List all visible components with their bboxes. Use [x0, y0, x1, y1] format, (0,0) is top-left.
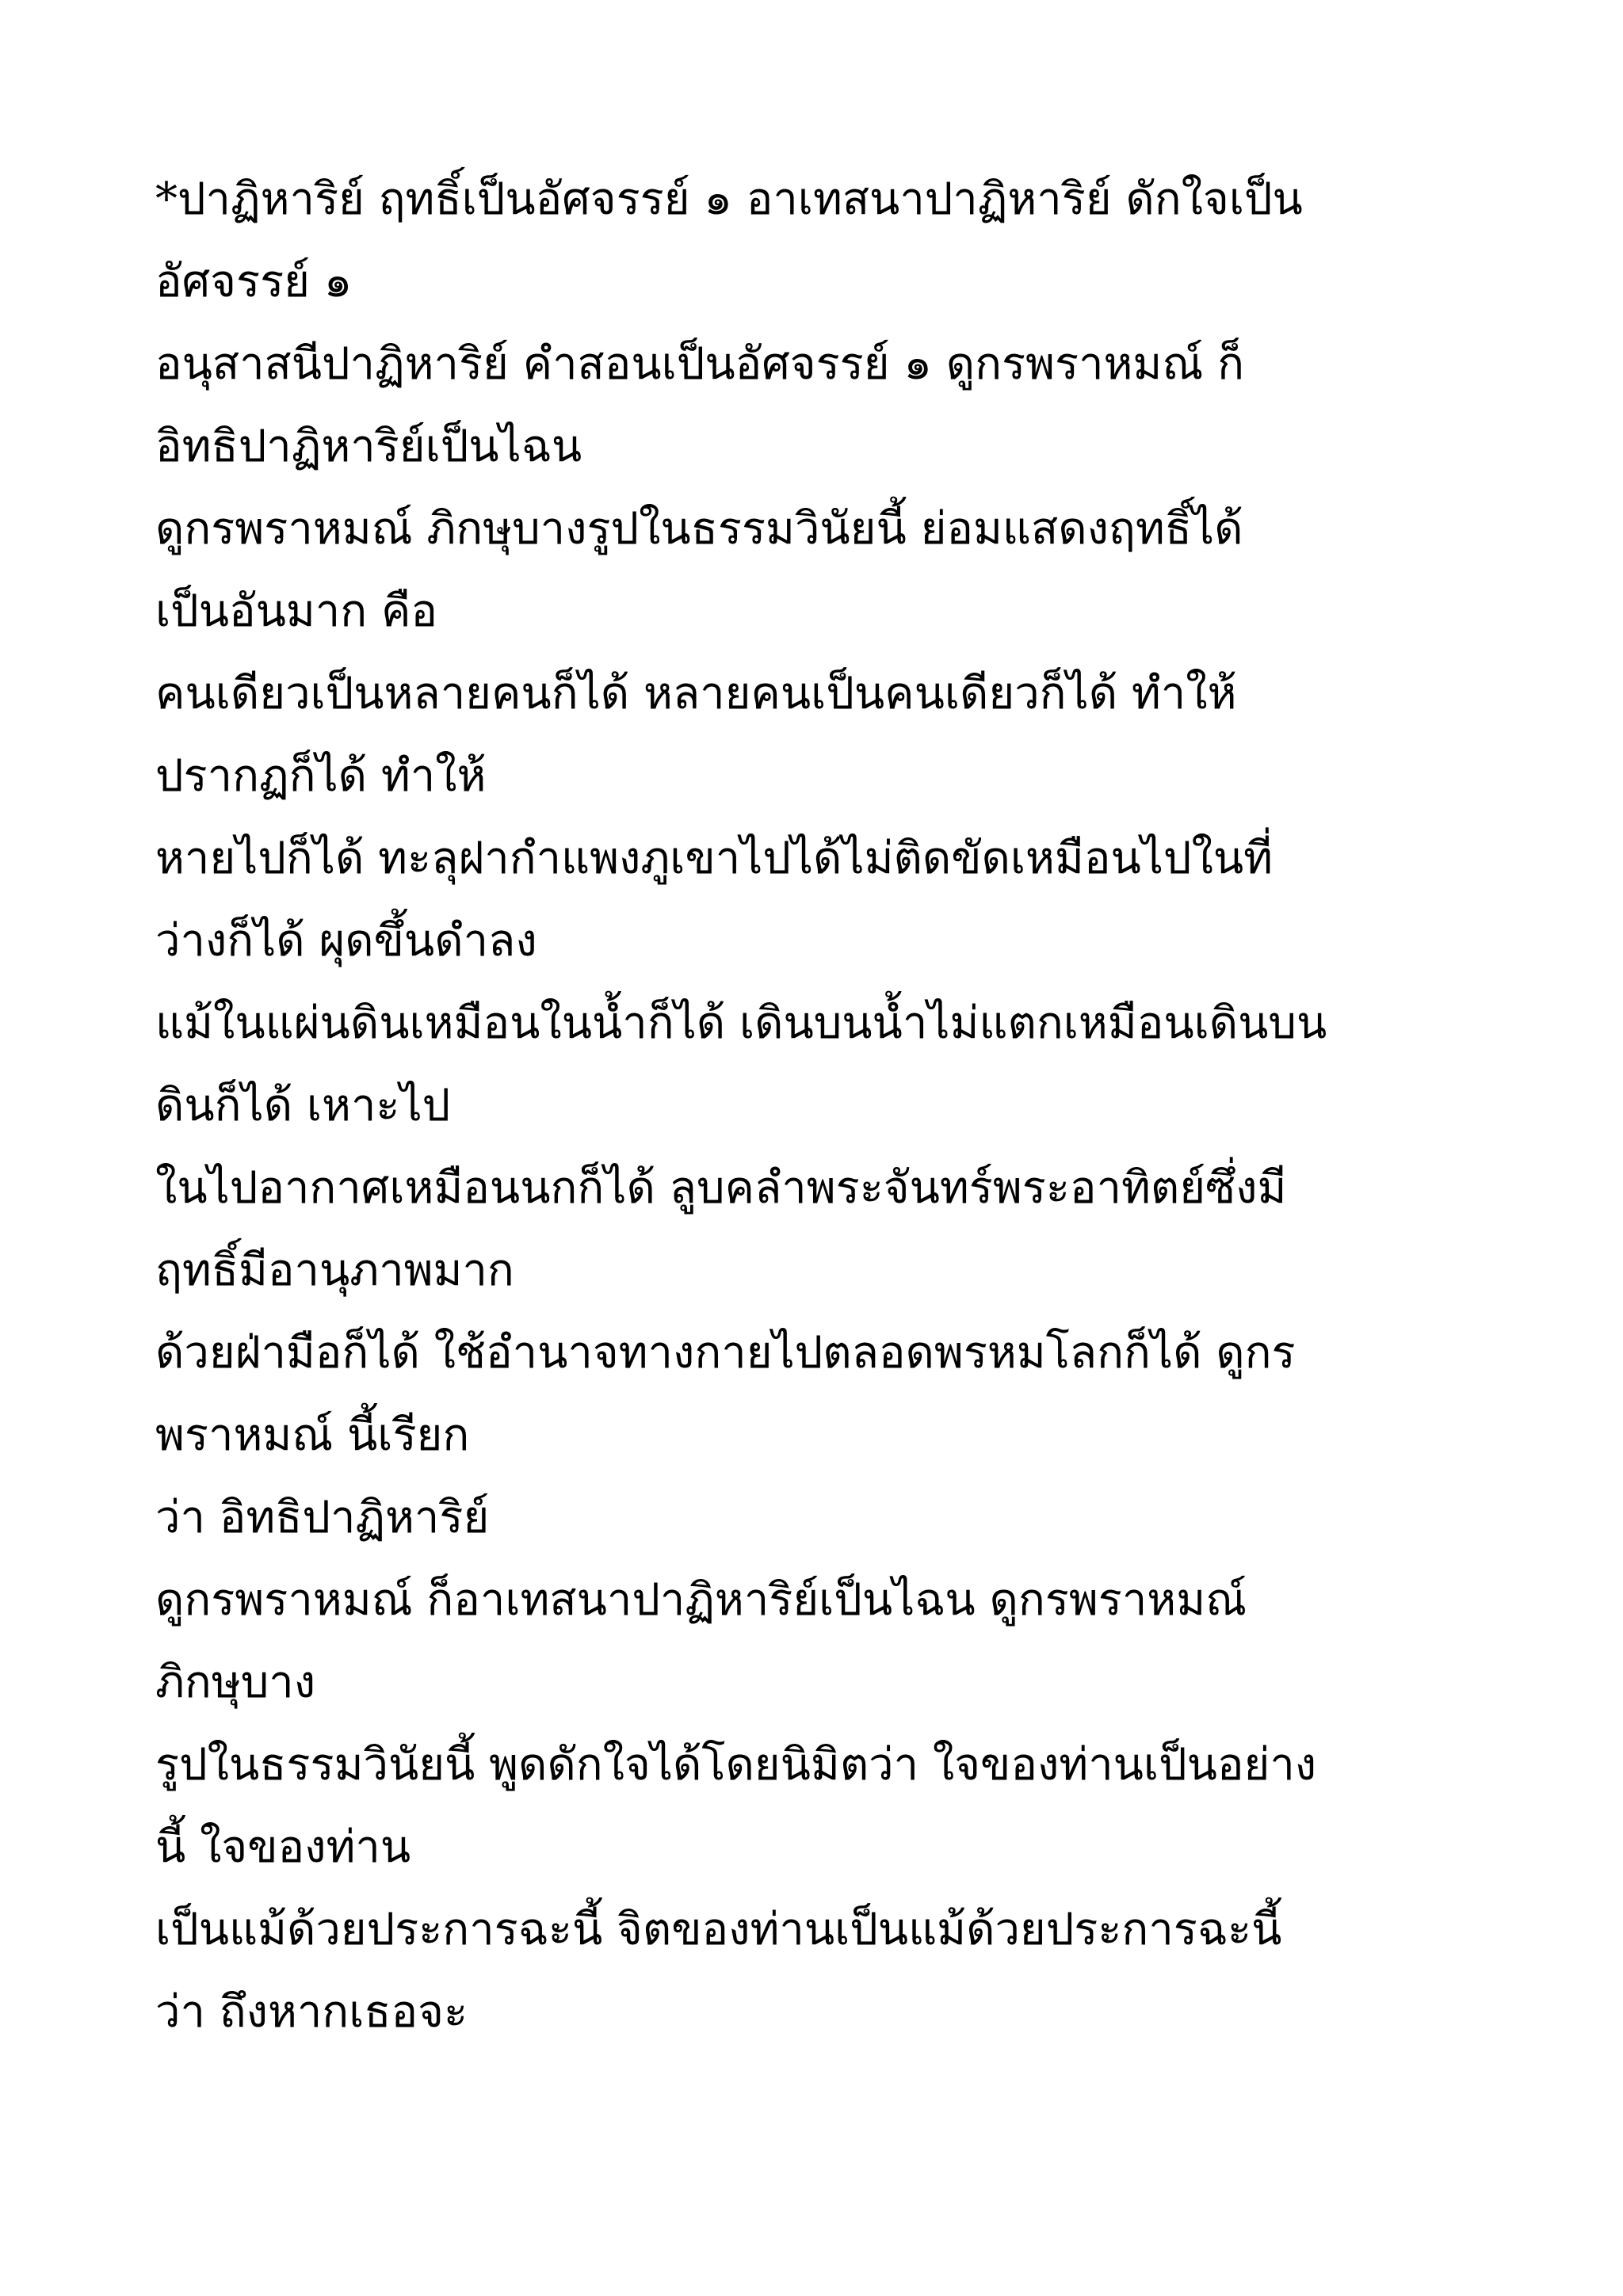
text-line: ปรากฏก็ได้ ทำให้ [155, 750, 487, 802]
text-line: อนุสาสนีปาฏิหาริย์ คำสอนเป็นอัศจรรย์ ๑ ดูกรพราหมณ์ ก็ [155, 338, 1244, 390]
text-line: อิทธิปาฏิหาริย์เป็นไฉน [155, 421, 582, 472]
text-line: แม้ในแผ่นดินเหมือนในน้ำก็ได้ เดินบนน้ำไม่แตกเหมือนเดินบน [155, 997, 1327, 1049]
text-line: เป็นแม้ด้วยประการฉะนี้ จิตของท่านเป็นแม้ด้วยประการฉะนี้ [155, 1904, 1282, 1955]
text-line: ฤทธิ์มีอานุภาพมาก [155, 1245, 514, 1296]
text-line: พราหมณ์ นี้เรียก [155, 1409, 470, 1461]
text-line: ในไปอากาศเหมือนนกก็ได้ ลูบคลำพระจันทร์พระอาทิตย์ซึ่งมี [155, 1162, 1287, 1214]
body-text [155, 158, 1487, 2054]
text-line: ว่า อิทธิปาฏิหาริย์ [155, 1492, 490, 1543]
text-line: ดูกรพราหมณ์ ก็อาเทสนาปาฏิหาริย์เป็นไฉน ดูกรพราหมณ์ [155, 1574, 1247, 1626]
text-line: ว่างก็ได้ ผุดขึ้นดำลง [155, 915, 537, 967]
text-line: นี้ ใจของท่าน [155, 1821, 411, 1873]
text-line: ดูกรพราหมณ์ ภิกษุบางรูปในธรรมวินัยนี้ ย่อมแสดงฤทธิ์ได้ [155, 503, 1243, 555]
text-line: คนเดียวเป็นหลายคนก็ได้ หลายคนเป็นคนเดียวก็ได้ ทำให้ [155, 668, 1237, 719]
text-line: *ปาฏิหาริย์ ฤทธิ์เป็นอัศจรรย์ ๑ อาเทสนาปาฏิหาริย์ ดักใจเป็น [155, 174, 1303, 225]
text-line: อัศจรรย์ ๑ [155, 256, 353, 307]
text-line: ภิกษุบาง [155, 1657, 316, 1708]
text-line: ดินก็ได้ เหาะไป [155, 1080, 451, 1131]
text-line: หายไปก็ได้ ทะลุฝากำแพงภูเขาไปได้ไม่ติดขัดเหมือนไปในที่ [155, 833, 1274, 884]
text-line: ด้วยฝ่ามือก็ได้ ใช้อำนาจทางกายไปตลอดพรหมโลกก็ได้ ดูกร [155, 1327, 1296, 1379]
text-line: รูปในธรรมวินัยนี้ พูดดักใจได้โดยนิมิตว่า ใจของท่านเป็นอย่าง [155, 1739, 1317, 1791]
text-line: ว่า ถึงหากเธอจะ [155, 1986, 468, 2038]
text-line: เป็นอันมาก คือ [155, 585, 438, 637]
